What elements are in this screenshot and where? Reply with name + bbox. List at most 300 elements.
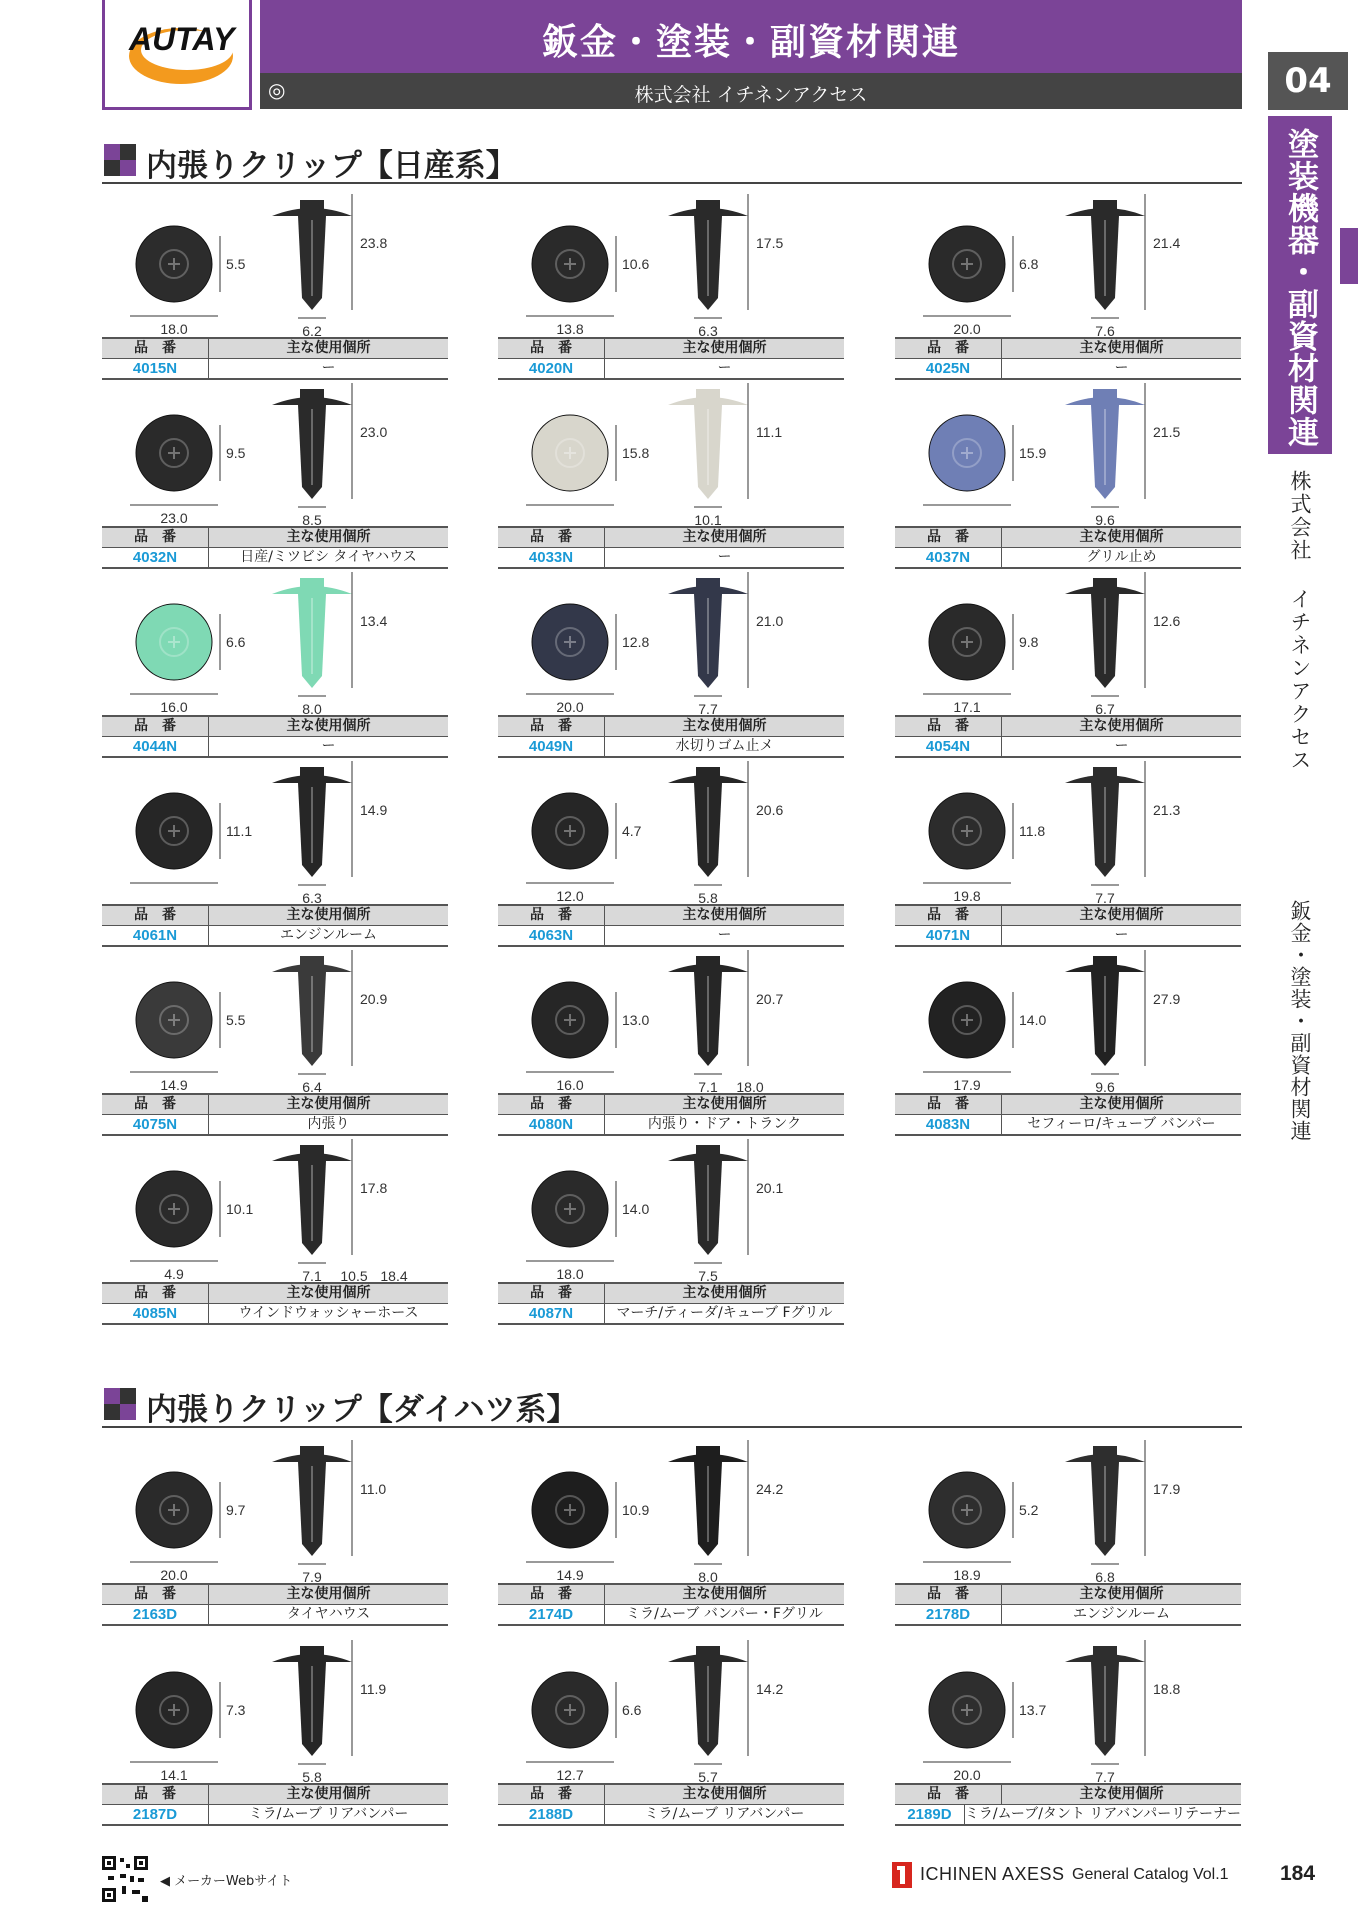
product-table xyxy=(895,1783,1241,1826)
clip-body-view xyxy=(668,956,748,1066)
clip-body-view xyxy=(272,200,352,310)
product-card[interactable] xyxy=(102,186,448,376)
footer-brand: ICHINEN AXESS xyxy=(920,1864,1065,1884)
part-number[interactable]: 4015N xyxy=(102,359,209,378)
dimension-head-width: 20.0 xyxy=(160,1567,188,1583)
dimension-head-width: 12.0 xyxy=(556,888,584,904)
clip-head-view xyxy=(929,415,1005,491)
part-number[interactable]: 2189D xyxy=(895,1805,965,1824)
clip-body-view xyxy=(668,578,748,688)
part-no-header: 品 番 xyxy=(102,717,209,736)
usage-header: 主な使用個所 xyxy=(286,340,371,356)
dimension-body-height: 27.9 xyxy=(1153,991,1181,1007)
dimension-head-height: 11.1 xyxy=(226,823,253,839)
dimension-head-height: 5.5 xyxy=(226,1012,246,1028)
clip-head-view xyxy=(136,982,212,1058)
dimension-head-width: 20.0 xyxy=(953,1767,981,1783)
clip-body-view xyxy=(1065,956,1145,1066)
product-table xyxy=(895,1093,1241,1136)
dimension-head-height: 14.0 xyxy=(622,1201,650,1217)
dimension-body-height: 21.5 xyxy=(1153,424,1181,440)
clip-head-view xyxy=(929,982,1005,1058)
usage-location: ー xyxy=(1114,927,1129,943)
usage-header: 主な使用個所 xyxy=(286,1586,371,1602)
brand-logo xyxy=(102,0,252,110)
table-header-row xyxy=(102,1095,448,1115)
dimension-head-width: 16.0 xyxy=(556,1077,584,1093)
dimension-body-width: 7.1 xyxy=(698,1079,718,1095)
product-photo xyxy=(895,1432,1241,1588)
usage-location: ー xyxy=(717,549,732,565)
product-card[interactable] xyxy=(895,564,1241,754)
dimension-head-height: 11.8 xyxy=(1019,823,1046,839)
product-table xyxy=(498,1282,844,1325)
product-card[interactable] xyxy=(102,564,448,754)
clip-body-view xyxy=(1065,578,1145,688)
table-row xyxy=(498,1304,844,1323)
part-number[interactable]: 4083N xyxy=(895,1115,1002,1134)
section-heading-nissan xyxy=(102,132,1242,184)
part-no-header: 品 番 xyxy=(895,339,1002,358)
product-card[interactable] xyxy=(498,186,844,376)
dimension-body-height: 12.6 xyxy=(1153,613,1181,629)
product-table xyxy=(895,1583,1241,1626)
product-card[interactable] xyxy=(895,1432,1241,1622)
usage-location: セフィーロ/キューブ バンパー xyxy=(1027,1116,1216,1132)
usage-header: 主な使用個所 xyxy=(286,1285,371,1301)
product-photo xyxy=(895,1632,1241,1788)
dimension-body-width: 8.5 xyxy=(302,512,322,528)
table-row xyxy=(895,1805,1241,1824)
usage-header: 主な使用個所 xyxy=(286,907,371,923)
product-card[interactable] xyxy=(498,1632,844,1822)
part-number[interactable]: 4054N xyxy=(895,737,1002,756)
product-card[interactable] xyxy=(102,375,448,565)
dimension-head-width: 18.0 xyxy=(556,1266,584,1282)
dimension-head-height: 10.1 xyxy=(226,1201,254,1217)
product-card[interactable] xyxy=(498,942,844,1132)
usage-header: 主な使用個所 xyxy=(682,1096,767,1112)
clip-body-view xyxy=(272,578,352,688)
dimension-body-width: 5.8 xyxy=(698,890,718,906)
product-table xyxy=(102,715,448,758)
clip-body-view xyxy=(272,1446,352,1556)
usage-location: ー xyxy=(717,360,732,376)
dimension-body-width: 7.9 xyxy=(302,1569,322,1585)
dimension-head-height: 14.0 xyxy=(1019,1012,1047,1028)
product-photo xyxy=(498,942,844,1098)
dimension-body-height: 21.0 xyxy=(756,613,784,629)
part-no-header: 品 番 xyxy=(895,1785,1002,1804)
product-card[interactable] xyxy=(498,1131,844,1321)
double-circle-icon: ◎ xyxy=(268,78,286,102)
part-number[interactable]: 4037N xyxy=(895,548,1002,567)
part-number[interactable]: 2187D xyxy=(102,1805,209,1824)
dimension-head-width: 12.7 xyxy=(556,1767,584,1783)
part-no-header: 品 番 xyxy=(895,1585,1002,1604)
usage-location: タイヤハウス xyxy=(286,1606,371,1622)
clip-head-view xyxy=(532,1171,608,1247)
dimension-body-width-3: 18.4 xyxy=(380,1268,408,1284)
clip-head-view xyxy=(532,793,608,869)
clip-head-view xyxy=(532,1472,608,1548)
table-header-row xyxy=(498,906,844,926)
dimension-body-width: 10.1 xyxy=(694,512,722,528)
clip-head-view xyxy=(929,1472,1005,1548)
part-number[interactable]: 4044N xyxy=(102,737,209,756)
dimension-body-width: 6.3 xyxy=(302,890,322,906)
product-photo xyxy=(498,1432,844,1588)
part-no-header: 品 番 xyxy=(102,1785,209,1804)
clip-body-view xyxy=(272,1145,352,1255)
usage-header: 主な使用個所 xyxy=(682,340,767,356)
table-header-row xyxy=(498,1585,844,1605)
part-no-header: 品 番 xyxy=(895,906,1002,925)
clip-body-view xyxy=(668,1145,748,1255)
part-no-header: 品 番 xyxy=(895,717,1002,736)
dimension-body-width: 6.2 xyxy=(302,323,322,339)
product-table xyxy=(498,1583,844,1626)
usage-location: ミラ/ムーブ リアバンパー xyxy=(248,1806,409,1822)
product-table xyxy=(498,526,844,569)
dimension-body-width: 7.5 xyxy=(698,1268,718,1284)
product-photo xyxy=(498,564,844,720)
dimension-body-width-2: 18.0 xyxy=(736,1079,764,1095)
qr-code-icon[interactable] xyxy=(102,1856,148,1902)
usage-location: ー xyxy=(321,738,336,754)
part-number[interactable]: 4080N xyxy=(498,1115,605,1134)
product-card[interactable] xyxy=(895,1632,1241,1822)
product-card[interactable] xyxy=(895,753,1241,943)
usage-location: エンジンルーム xyxy=(1073,1606,1170,1622)
table-header-row xyxy=(102,339,448,359)
part-no-header: 品 番 xyxy=(102,1585,209,1604)
table-row xyxy=(102,1605,448,1624)
dimension-head-height: 13.0 xyxy=(622,1012,650,1028)
table-header-row xyxy=(498,717,844,737)
dimension-head-width: 18.9 xyxy=(953,1567,981,1583)
dimension-body-width: 8.0 xyxy=(698,1569,718,1585)
clip-head-view xyxy=(532,415,608,491)
part-no-header: 品 番 xyxy=(498,717,605,736)
side-company-label: 株式会社 イチネンアクセス xyxy=(1288,470,1312,772)
part-no-header: 品 番 xyxy=(102,528,209,547)
dimension-head-width: 16.0 xyxy=(160,699,188,715)
dimension-body-width: 7.7 xyxy=(698,701,718,717)
product-table xyxy=(102,1282,448,1325)
part-number[interactable]: 4049N xyxy=(498,737,605,756)
dimension-body-height: 21.4 xyxy=(1153,235,1181,251)
product-table xyxy=(895,337,1241,380)
product-table xyxy=(498,337,844,380)
clip-head-view xyxy=(136,415,212,491)
product-photo xyxy=(895,186,1241,342)
dimension-body-width: 9.6 xyxy=(1095,1079,1115,1095)
dimension-head-width: 4.9 xyxy=(164,1266,184,1282)
usage-header: 主な使用個所 xyxy=(682,1285,767,1301)
clip-head-view xyxy=(929,793,1005,869)
dimension-head-width: 17.9 xyxy=(953,1077,981,1093)
product-card[interactable] xyxy=(102,1432,448,1622)
usage-location: ー xyxy=(717,927,732,943)
section-title: 内張りクリップ【日産系】 xyxy=(146,148,517,184)
product-table xyxy=(895,904,1241,947)
part-number[interactable]: 2174D xyxy=(498,1605,605,1624)
usage-location: マーチ/ティーダ/キューブ Fグリル xyxy=(616,1305,833,1321)
dimension-body-height: 11.9 xyxy=(360,1681,387,1697)
product-card[interactable] xyxy=(102,1131,448,1321)
product-photo xyxy=(895,753,1241,909)
clip-head-view xyxy=(136,226,212,302)
part-number[interactable]: 4063N xyxy=(498,926,605,945)
dimension-head-height: 15.9 xyxy=(1019,445,1047,461)
dimension-body-width-2: 10.5 xyxy=(340,1268,368,1284)
product-photo xyxy=(498,375,844,531)
part-number[interactable]: 4032N xyxy=(102,548,209,567)
clip-body-view xyxy=(668,389,748,499)
svg-text:AUTAY: AUTAY xyxy=(129,21,235,57)
usage-location: ー xyxy=(1114,738,1129,754)
part-no-header: 品 番 xyxy=(498,339,605,358)
dimension-head-height: 4.7 xyxy=(622,823,642,839)
product-photo xyxy=(498,186,844,342)
dimension-head-width: 20.0 xyxy=(953,321,981,337)
product-card[interactable] xyxy=(498,753,844,943)
product-card[interactable] xyxy=(102,753,448,943)
product-photo xyxy=(498,753,844,909)
chapter-tab-number[interactable]: 04 xyxy=(1268,52,1348,110)
table-header-row xyxy=(895,339,1241,359)
product-photo xyxy=(102,1432,448,1588)
clip-head-view xyxy=(532,1672,608,1748)
dimension-head-width: 14.1 xyxy=(160,1767,188,1783)
product-table xyxy=(498,1093,844,1136)
product-table xyxy=(102,904,448,947)
usage-location: 内張り・ドア・トランク xyxy=(647,1116,802,1132)
table-row xyxy=(895,1605,1241,1624)
page-number: 184 xyxy=(1280,1862,1316,1885)
clip-head-view xyxy=(532,226,608,302)
table-header-row xyxy=(102,1284,448,1304)
dimension-body-height: 17.9 xyxy=(1153,1481,1181,1497)
usage-location: ミラ/ムーブ リアバンパー xyxy=(644,1806,805,1822)
dimension-body-width: 7.6 xyxy=(1095,323,1115,339)
logo-graphic xyxy=(105,0,249,104)
product-photo xyxy=(102,1131,448,1287)
usage-location: 水切りゴム止メ xyxy=(675,738,774,754)
usage-header: 主な使用個所 xyxy=(682,907,767,923)
clip-head-view xyxy=(532,982,608,1058)
part-number[interactable]: 4085N xyxy=(102,1304,209,1323)
dimension-head-height: 12.8 xyxy=(622,634,650,650)
usage-location: ー xyxy=(321,360,336,376)
part-number[interactable]: 2178D xyxy=(895,1605,1002,1624)
usage-location: ウインドウォッシャーホース xyxy=(238,1305,419,1321)
product-photo xyxy=(498,1131,844,1287)
usage-header: 主な使用個所 xyxy=(682,529,767,545)
section-heading-daihatsu xyxy=(102,1376,1242,1428)
dimension-head-height: 9.7 xyxy=(226,1502,246,1518)
dimension-body-width: 7.7 xyxy=(1095,890,1115,906)
product-photo xyxy=(102,375,448,531)
product-photo xyxy=(895,942,1241,1098)
company-name: 株式会社 イチネンアクセス xyxy=(634,84,868,106)
page-title: 鈑金・塗装・副資材関連 xyxy=(541,22,960,63)
clip-head-view xyxy=(929,604,1005,680)
table-header-row xyxy=(102,1785,448,1805)
table-header-row xyxy=(895,1585,1241,1605)
usage-header: 主な使用個所 xyxy=(286,529,371,545)
product-photo xyxy=(895,375,1241,531)
dimension-head-height: 15.8 xyxy=(622,445,650,461)
usage-header: 主な使用個所 xyxy=(1079,907,1164,923)
table-row xyxy=(102,1805,448,1824)
table-row xyxy=(498,1805,844,1824)
product-card[interactable] xyxy=(895,375,1241,565)
dimension-head-height: 10.9 xyxy=(622,1502,650,1518)
part-number[interactable]: 4071N xyxy=(895,926,1002,945)
dimension-body-width: 5.8 xyxy=(302,1769,322,1785)
usage-location: ミラ/ムーブ/タント リアバンパーリテーナー xyxy=(964,1806,1241,1822)
part-number[interactable]: 4061N xyxy=(102,926,209,945)
usage-location: グリル止め xyxy=(1086,549,1157,565)
clip-body-view xyxy=(1065,200,1145,310)
dimension-body-height: 14.2 xyxy=(756,1681,784,1697)
part-no-header: 品 番 xyxy=(102,906,209,925)
maker-web-link[interactable]: ◀ メーカーWebサイト xyxy=(160,1874,293,1889)
usage-header: 主な使用個所 xyxy=(682,1586,767,1602)
table-row xyxy=(895,1115,1241,1134)
table-row xyxy=(102,1304,448,1323)
table-header-row xyxy=(498,1095,844,1115)
product-table xyxy=(895,526,1241,569)
clip-body-view xyxy=(272,1646,352,1756)
dimension-head-height: 5.2 xyxy=(1019,1502,1039,1518)
section-title: 内張りクリップ【ダイハツ系】 xyxy=(146,1392,578,1428)
part-no-header: 品 番 xyxy=(498,906,605,925)
product-card[interactable] xyxy=(102,1632,448,1822)
part-number[interactable]: 2188D xyxy=(498,1805,605,1824)
dimension-head-width: 13.8 xyxy=(556,321,584,337)
table-header-row xyxy=(498,339,844,359)
ichinen-logo-icon xyxy=(892,1862,912,1888)
table-header-row xyxy=(102,717,448,737)
part-no-header: 品 番 xyxy=(498,1284,605,1303)
table-header-row xyxy=(102,1585,448,1605)
dimension-body-height: 11.0 xyxy=(360,1481,387,1497)
product-card[interactable] xyxy=(102,942,448,1132)
clip-body-view xyxy=(1065,767,1145,877)
product-table xyxy=(102,1093,448,1136)
clip-head-view xyxy=(136,604,212,680)
section-square-icon xyxy=(104,144,136,176)
clip-head-view xyxy=(136,1672,212,1748)
product-table xyxy=(498,715,844,758)
part-no-header: 品 番 xyxy=(895,1095,1002,1114)
dimension-head-height: 6.6 xyxy=(622,1702,642,1718)
dimension-body-width: 6.4 xyxy=(302,1079,322,1095)
part-number[interactable]: 4087N xyxy=(498,1304,605,1323)
product-photo xyxy=(498,1632,844,1788)
part-no-header: 品 番 xyxy=(102,1284,209,1303)
chapter-tab-label: 塗装機器・副資材関連 xyxy=(1282,128,1318,448)
clip-body-view xyxy=(668,1446,748,1556)
dimension-head-width: 17.1 xyxy=(953,699,981,715)
product-photo xyxy=(102,1632,448,1788)
dimension-body-height: 11.1 xyxy=(756,424,783,440)
clip-body-view xyxy=(272,389,352,499)
clip-body-view xyxy=(668,1646,748,1756)
table-header-row xyxy=(895,906,1241,926)
dimension-body-height: 14.9 xyxy=(360,802,388,818)
clip-head-view xyxy=(929,226,1005,302)
part-no-header: 品 番 xyxy=(498,1585,605,1604)
product-photo xyxy=(895,564,1241,720)
dimension-body-height: 23.8 xyxy=(360,235,388,251)
dimension-body-height: 20.6 xyxy=(756,802,784,818)
dimension-body-width: 8.0 xyxy=(302,701,322,717)
clip-head-view xyxy=(136,1171,212,1247)
dimension-head-height: 6.8 xyxy=(1019,256,1039,272)
dimension-head-width: 14.9 xyxy=(556,1567,584,1583)
dimension-body-width: 7.1 xyxy=(302,1268,322,1284)
part-no-header: 品 番 xyxy=(895,528,1002,547)
product-card[interactable] xyxy=(498,564,844,754)
dimension-head-height: 13.7 xyxy=(1019,1702,1047,1718)
usage-location: ー xyxy=(1114,360,1129,376)
part-number[interactable]: 4020N xyxy=(498,359,605,378)
dimension-body-height: 18.8 xyxy=(1153,1681,1181,1697)
usage-location: 内張り xyxy=(307,1116,350,1132)
dimension-body-height: 17.5 xyxy=(756,235,784,251)
product-photo xyxy=(102,942,448,1098)
product-table xyxy=(102,1583,448,1626)
dimension-body-height: 20.9 xyxy=(360,991,388,1007)
dimension-body-width: 6.8 xyxy=(1095,1569,1115,1585)
dimension-body-width: 9.6 xyxy=(1095,512,1115,528)
product-card[interactable] xyxy=(895,942,1241,1132)
dimension-body-width: 6.3 xyxy=(698,323,718,339)
part-number[interactable]: 2163D xyxy=(102,1605,209,1624)
dimension-body-height: 17.8 xyxy=(360,1180,388,1196)
part-number[interactable]: 4033N xyxy=(498,548,605,567)
part-number[interactable]: 4075N xyxy=(102,1115,209,1134)
product-card[interactable] xyxy=(498,1432,844,1622)
dimension-head-height: 9.8 xyxy=(1019,634,1039,650)
usage-header: 主な使用個所 xyxy=(286,718,371,734)
table-header-row xyxy=(498,528,844,548)
dimension-head-height: 6.6 xyxy=(226,634,246,650)
part-no-header: 品 番 xyxy=(102,339,209,358)
table-header-row xyxy=(498,1284,844,1304)
product-card[interactable] xyxy=(895,186,1241,376)
clip-body-view xyxy=(272,767,352,877)
part-number[interactable]: 4025N xyxy=(895,359,1002,378)
dimension-head-height: 10.6 xyxy=(622,256,650,272)
table-header-row xyxy=(498,1785,844,1805)
dimension-head-width: 20.0 xyxy=(556,699,584,715)
dimension-head-height: 5.5 xyxy=(226,256,246,272)
dimension-head-height: 7.3 xyxy=(226,1702,246,1718)
dimension-head-width: 23.0 xyxy=(160,510,188,526)
usage-header: 主な使用個所 xyxy=(1079,340,1164,356)
product-table xyxy=(102,337,448,380)
section-square-icon xyxy=(104,1388,136,1420)
dimension-body-height: 23.0 xyxy=(360,424,388,440)
usage-location: エンジンルーム xyxy=(280,927,377,943)
product-card[interactable] xyxy=(498,375,844,565)
table-header-row xyxy=(895,717,1241,737)
